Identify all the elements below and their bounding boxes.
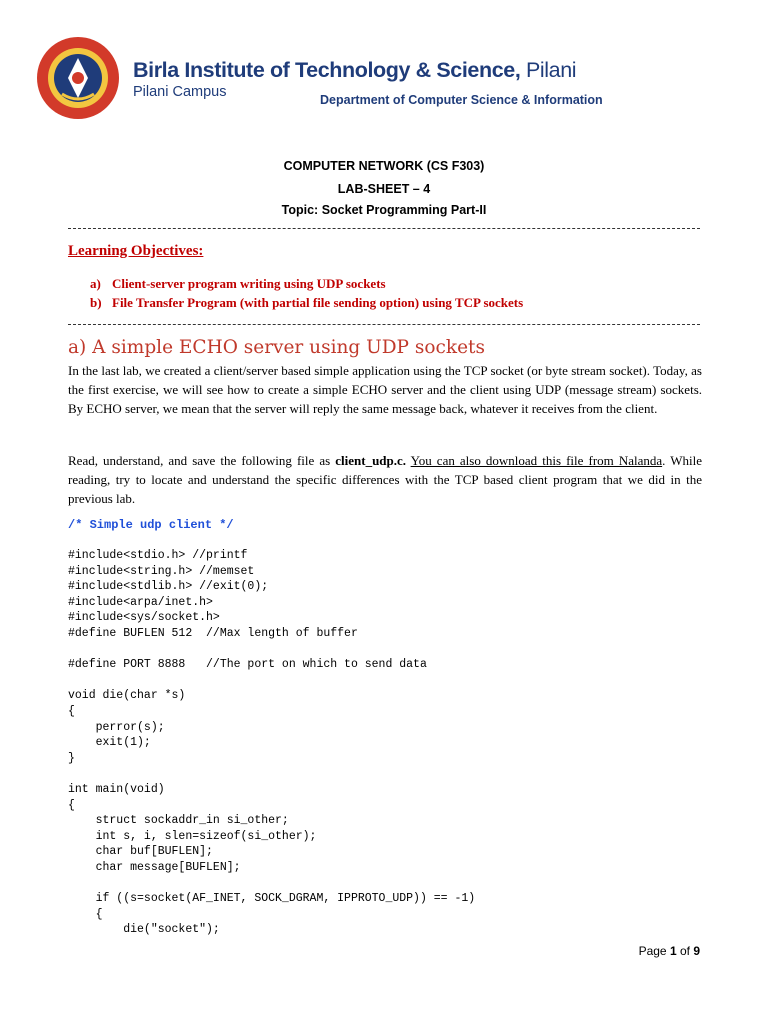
- code-line: [68, 642, 475, 658]
- code-line: perror(s);: [68, 720, 165, 734]
- code-line: char message[BUFLEN];: [68, 860, 241, 874]
- code-line: #include<sys/socket.h>: [68, 611, 220, 625]
- code-line: [68, 766, 475, 782]
- code-line: exit(1);: [68, 736, 151, 750]
- course-title: COMPUTER NETWORK (CS F303): [283, 159, 485, 173]
- code-line: {: [68, 907, 103, 921]
- code-block: [68, 548, 475, 938]
- department-name: Department of Computer Science & Information: [320, 93, 603, 107]
- divider-line: [68, 324, 700, 325]
- code-line: [68, 673, 475, 689]
- labsheet-title: LAB-SHEET – 4: [337, 182, 431, 196]
- code-line: void die(char *s): [68, 689, 186, 703]
- learning-objectives-heading: Learning Objectives:: [68, 243, 204, 259]
- topic-title: Topic: Socket Programming Part-II: [281, 203, 487, 217]
- code-line: #include<stdio.h> //printf: [68, 549, 248, 562]
- campus-name: Pilani Campus: [133, 84, 227, 100]
- code-line: #include<string.h> //memset: [68, 564, 255, 578]
- code-line: {: [68, 704, 75, 718]
- code-line: #include<stdlib.h> //exit(0);: [68, 580, 269, 594]
- bits-pilani-logo-icon: [36, 36, 120, 120]
- code-line: die("socket");: [68, 923, 220, 937]
- code-line: #include<arpa/inet.h>: [68, 595, 213, 609]
- objective-item: a) Client-server program writing using UDP sockets: [90, 276, 386, 291]
- code-line: }: [68, 751, 75, 765]
- intro-paragraph: In the last lab, we created a client/server based simple application using the TCP socket (or byte stream socket). Today, as the first exercise, we will see how to create a simple ECHO server and the client using UDP (message stream) sockets. By ECHO server, we mean that the server will reply the same message back, whatever it receives from the client.: [68, 363, 702, 416]
- code-line: int s, i, slen=sizeof(si_other);: [68, 829, 317, 843]
- institute-name: Birla Institute of Technology & Science, Pilani: [133, 58, 577, 82]
- objective-item: b) File Transfer Program (with partial file sending option) using TCP sockets: [90, 295, 524, 310]
- code-line: char buf[BUFLEN];: [68, 845, 213, 859]
- code-line: [68, 875, 475, 891]
- code-line: int main(void): [68, 782, 165, 796]
- code-comment: /* Simple udp client */: [68, 518, 234, 532]
- code-line: struct sockaddr_in si_other;: [68, 814, 289, 828]
- instruction-paragraph: Read, understand, and save the following file as client_udp.c. You can also download this file from Nalanda. While reading, try to locate and understand the specific differences with the TCP based client program that we did in the previous lab.: [68, 453, 702, 506]
- divider-line: [68, 228, 700, 229]
- code-line: {: [68, 798, 75, 812]
- nalanda-link[interactable]: You can also download this file from Nalanda: [410, 453, 663, 468]
- page-footer: Page 1 of 9: [638, 944, 700, 958]
- code-line: if ((s=socket(AF_INET, SOCK_DGRAM, IPPROTO_UDP)) == -1): [68, 892, 476, 906]
- code-line: #define PORT 8888 //The port on which to send data: [68, 658, 427, 672]
- code-line: #define BUFLEN 512 //Max length of buffer: [68, 626, 358, 640]
- section-heading: a) A simple ECHO server using UDP sockets: [68, 337, 485, 358]
- filename: client_udp.c.: [335, 453, 407, 468]
